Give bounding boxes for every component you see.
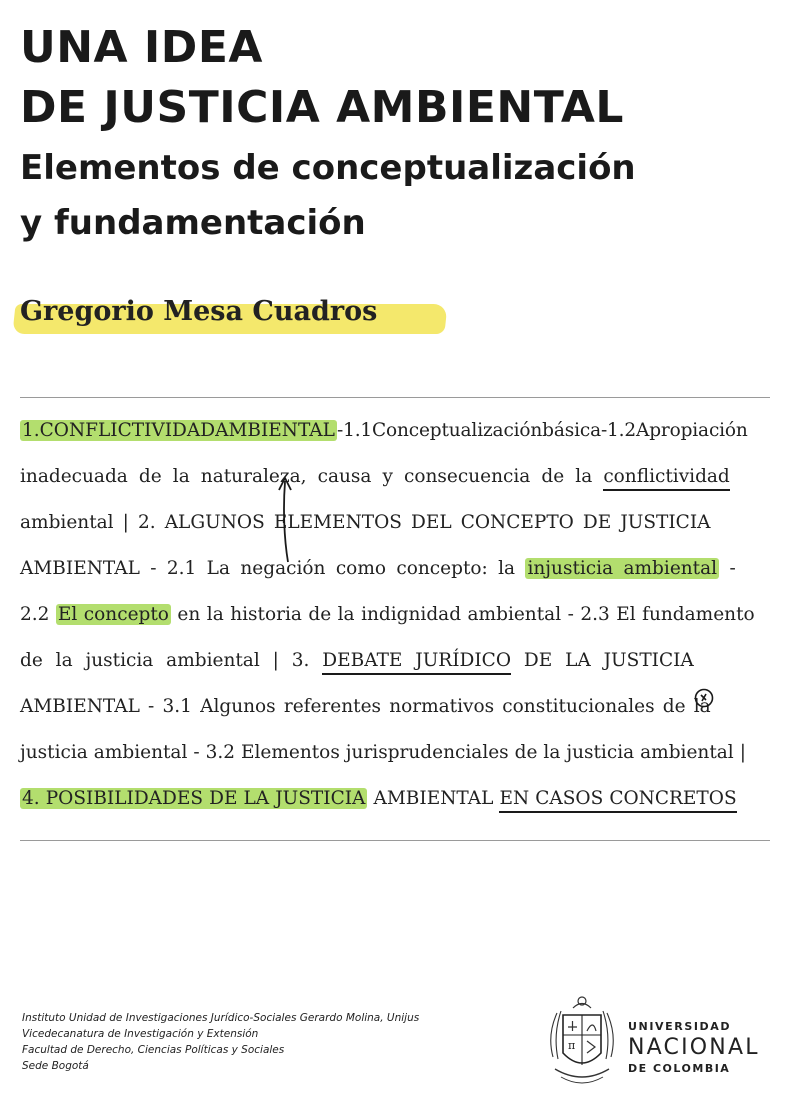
university-name <box>628 1020 760 1075</box>
book-subtitle-line-2: y fundamentación <box>20 203 366 243</box>
toc-line-4 <box>20 558 736 579</box>
university-shield-icon <box>543 995 621 1090</box>
toc-text: en la historia de la indignidad ambiental - 2.3 El fundamento <box>170 604 755 625</box>
toc-highlight-concepto: El concepto <box>57 604 169 625</box>
toc-underline-conflictividad: conflictividad <box>603 466 729 491</box>
toc-line-5 <box>20 604 755 625</box>
toc-line-8: justicia ambiental - 3.2 Elementos jurisprudenciales de la justicia ambiental | <box>20 742 746 763</box>
book-title-line-2: DE JUSTICIA AMBIENTAL <box>20 82 624 133</box>
toc-line-3: ambiental | 2. ALGUNOS ELEMENTOS DEL CONCEPTO DE JUSTICIA <box>20 512 711 533</box>
toc-highlight-conflictividad: 1.CONFLICTIVIDADAMBIENTAL <box>22 420 335 441</box>
toc-line-7: AMBIENTAL - 3.1 Algunos referentes normativos constitucionales de la <box>20 696 711 717</box>
toc-underline-casos: EN CASOS CONCRETOS <box>499 788 736 813</box>
book-title-line-1: UNA IDEA <box>20 22 263 73</box>
toc-highlight-injusticia: injusticia ambiental <box>527 558 718 579</box>
divider-top <box>20 397 770 398</box>
toc-line-6 <box>20 650 694 671</box>
svg-text:π: π <box>568 1039 576 1052</box>
divider-bottom <box>20 840 770 841</box>
university-line-2: NACIONAL <box>628 1035 760 1060</box>
publisher-info <box>22 1010 419 1074</box>
toc-text: 2.2 <box>20 604 56 625</box>
publisher-line-1: Instituto Unidad de Investigaciones Jurídico-Sociales Gerardo Molina, Unijus <box>22 1012 420 1024</box>
toc-line-2 <box>20 466 730 487</box>
toc-text: DE LA JUSTICIA <box>511 650 694 671</box>
toc-text: de la justicia ambiental | 3. <box>20 650 323 671</box>
book-subtitle-line-1: Elementos de conceptualización <box>20 148 636 188</box>
publisher-line-3: Facultad de Derecho, Ciencias Políticas y Sociales <box>22 1044 285 1056</box>
author-block <box>14 296 377 327</box>
toc-highlight-posibilidades: 4. POSIBILIDADES DE LA JUSTICIA <box>22 788 366 809</box>
handwritten-arrow-icon <box>270 468 300 568</box>
author-name: Gregorio Mesa Cuadros <box>20 296 378 327</box>
toc-text: - <box>719 558 736 579</box>
university-line-1: UNIVERSIDAD <box>628 1020 732 1033</box>
university-line-3: DE COLOMBIA <box>628 1062 731 1075</box>
toc-text: inadecuada de la naturaleza, causa y consecuencia de la <box>20 466 604 487</box>
toc-text: -1.1Conceptualizaciónbásica-1.2Apropiación <box>336 420 748 441</box>
toc-line-1 <box>20 420 748 441</box>
publisher-line-4: Sede Bogotá <box>22 1060 89 1072</box>
toc-underline-debate: DEBATE JURÍDICO <box>322 650 511 675</box>
toc-text: AMBIENTAL - 2.1 La negación como concepto: la <box>20 558 526 579</box>
toc-line-9 <box>20 788 737 809</box>
handwritten-circle-mark-icon <box>692 686 716 710</box>
toc-text: AMBIENTAL <box>367 788 500 809</box>
publisher-line-2: Vicedecanatura de Investigación y Extensión <box>22 1028 259 1040</box>
